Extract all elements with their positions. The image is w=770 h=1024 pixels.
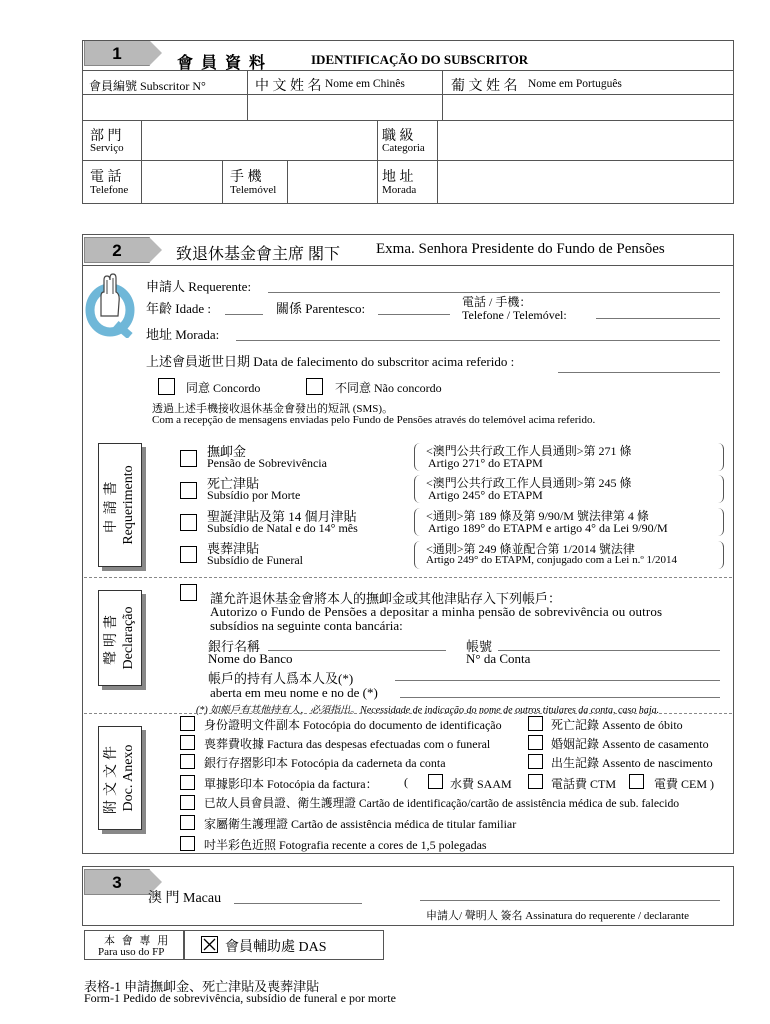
subsidio-funeral-law-zh: <通則>第 249 條並配合第 1/2014 號法律 (426, 542, 635, 556)
pensao-label-zh: 撫卹金 (207, 444, 247, 459)
nao-concordo-checkbox[interactable] (306, 378, 323, 395)
declaracao-text-pt-1: Autorizo o Fundo de Pensões a depositar a minha pensão de sobrevivência ou outros (210, 604, 663, 619)
card-family-label: 家屬衛生護理證 Cartão de assistência médica de titular familiar (204, 817, 517, 831)
id-doc-label: 身份證明文件副本 Fotocópia do documento de identificação (204, 718, 502, 732)
footnote-text: (*) 如帳戶有其他持有人，必須指出。Necessidade de indicação do nome de outros titulares da conta, caso haja. (196, 705, 660, 716)
category-label-pt: Categoria (382, 142, 425, 154)
office-use-pt: Para uso do FP (98, 946, 165, 958)
subsidio-natal-label-pt: Subsídio de Natal e do 14° mês (207, 521, 358, 535)
invoice-paren-open: ( (404, 775, 408, 789)
subsidio-natal-label-zh: 聖誕津貼及第 14 個月津貼 (207, 509, 357, 524)
requerimento-side-pt: Requerimento (121, 465, 136, 545)
marriage-record-checkbox[interactable] (528, 735, 543, 750)
death-record-label: 死亡記錄 Assento de óbito (551, 718, 683, 732)
declaracao-checkbox[interactable] (180, 584, 197, 601)
portuguese-name-label: 葡 文 姓 名 (451, 79, 518, 94)
section-2-title-zh: 致退休基金會主席 閣下 (176, 246, 341, 263)
subsidio-natal-checkbox[interactable] (180, 514, 197, 531)
requerente-label: 申請人 Requerente: (146, 279, 252, 294)
funeral-expenses-label: 喪葬費收據 Factura das despesas efectuadas com o funeral (204, 737, 491, 751)
declaracao-side-pt: Declaração (121, 606, 136, 670)
sms-text-pt: Com a recepção de mensagens enviadas pelo Fundo de Pensões através do telemóvel acima referido. (152, 414, 596, 426)
address-label-pt: Morada (382, 184, 417, 196)
department-label: 部 門 (90, 129, 122, 144)
pensao-label-pt: Pensão de Sobrevivência (207, 456, 327, 470)
water-bill-checkbox[interactable] (428, 774, 443, 789)
subsidio-funeral-label-zh: 喪葬津貼 (207, 541, 260, 556)
pensao-checkbox[interactable] (180, 450, 197, 467)
bank-book-checkbox[interactable] (180, 754, 195, 769)
signature-label: 申請人/ 聲明人 簽名 Assinatura do requerente / declarante (426, 910, 690, 922)
phone-bill-checkbox[interactable] (528, 774, 543, 789)
phone-label-pt: Telefone (90, 184, 129, 196)
card-deceased-checkbox[interactable] (180, 795, 195, 810)
bank-book-label: 銀行存摺影印本 Fotocópia da caderneta da conta (204, 756, 446, 770)
section-1-badge: 1 (84, 40, 150, 66)
subsidio-natal-law-zh: <通則>第 189 條及第 9/90/M 號法律第 4 條 (426, 509, 649, 523)
subsidio-funeral-law-pt: Artigo 249° do ETAPM, conjugado com a Lei n.º 1/2014 (426, 554, 678, 566)
birth-record-label: 出生記錄 Assento de nascimento (551, 756, 713, 770)
footer-title-zh: 表格-1 申請撫卹金、死亡津貼及喪葬津貼 (84, 979, 320, 994)
section-1-title-pt: IDENTIFICAÇÃO DO SUBSCRITOR (311, 52, 529, 67)
subsidio-morte-law-pt: Artigo 245° do ETAPM (428, 488, 543, 502)
nao-concordo-label: 不同意 Não concordo (335, 381, 442, 395)
card-family-checkbox[interactable] (180, 815, 195, 830)
invoice-checkbox[interactable] (180, 775, 195, 790)
subsidio-natal-law-pt: Artigo 189° do ETAPM e artigo 4° da Lei 9/90/M (428, 521, 668, 535)
mobile-label-pt: Telemóvel (230, 184, 277, 196)
subsidio-funeral-label-pt: Subsídio de Funeral (207, 553, 303, 567)
category-label: 職 級 (382, 129, 414, 144)
phone-label: 電 話 (90, 170, 122, 185)
chinese-name-label-pt: Nome em Chinês (325, 78, 405, 90)
holder-label-zh: 帳戶的持有人爲本人及(*) (208, 671, 354, 686)
subsidio-morte-label-pt: Subsídio por Morte (207, 488, 301, 502)
birth-record-checkbox[interactable] (528, 754, 543, 769)
death-record-checkbox[interactable] (528, 716, 543, 731)
address-label: 地 址 (382, 170, 414, 185)
section-2-badge: 2 (84, 237, 150, 263)
telefone-label-pt: Telefone / Telemóvel: (462, 308, 567, 322)
declaracao-text-pt-2: subsídios na seguinte conta bancária: (210, 618, 403, 633)
subscriber-number-label: 會員編號 Subscritor N° (89, 79, 206, 93)
concordo-label: 同意 Concordo (186, 381, 261, 395)
phone-bill-label: 電話費 CTM (551, 777, 617, 791)
section-3-badge: 3 (84, 869, 150, 895)
checked-x-icon (202, 937, 217, 952)
das-checkbox[interactable] (201, 936, 218, 953)
subsidio-funeral-checkbox[interactable] (180, 546, 197, 563)
morada-label: 地址 Morada: (146, 327, 220, 342)
id-doc-checkbox[interactable] (180, 716, 195, 731)
electricity-bill-checkbox[interactable] (629, 774, 644, 789)
funeral-expenses-checkbox[interactable] (180, 735, 195, 750)
parentesco-label: 關係 Parentesco: (276, 301, 366, 316)
idade-label: 年齡 Idade : (146, 301, 211, 316)
declaracao-side-box (98, 590, 142, 686)
telefone-label-zh: 電話 / 手機： (462, 295, 532, 309)
macau-label: 澳 門 Macau (148, 891, 222, 906)
invoice-label: 單據影印本 Fotocópia da factura： (204, 777, 378, 791)
requerimento-side-zh: 申請書 (104, 476, 119, 534)
department-label-pt: Serviço (90, 142, 124, 154)
account-label-pt: N° da Conta (466, 651, 531, 666)
footer-title-pt: Form-1 Pedido de sobrevivência, subsídio de funeral e por morte (84, 991, 396, 1005)
annex-side-box (98, 726, 142, 830)
card-deceased-label: 已故人員會員證、衛生護理證 Cartão de identificação/cartão de assistência médica de sub. falecido (204, 797, 680, 810)
chinese-name-label: 中 文 姓 名 (255, 79, 322, 94)
subsidio-morte-label-zh: 死亡津貼 (207, 476, 260, 491)
pensao-law-zh: <澳門公共行政工作人員通則>第 271 條 (426, 444, 632, 458)
subsidio-morte-law-zh: <澳門公共行政工作人員通則>第 245 條 (426, 476, 632, 490)
sms-text-zh: 透過上述手機接收退休基金會發出的短訊 (SMS)。 (152, 403, 394, 415)
electricity-bill-label: 電費 CEM ) (654, 777, 715, 791)
portuguese-name-label-pt: Nome em Português (528, 78, 622, 90)
question-hand-icon (84, 272, 136, 338)
photo-label: 吋半彩色近照 Fotografia recente a cores de 1,5 polegadas (204, 838, 487, 852)
annex-side-pt: Doc. Anexo (121, 744, 136, 812)
declaracao-text-zh: 謹允許退休基金會將本人的撫卹金或其他津貼存入下列帳戶： (210, 591, 562, 606)
das-label: 會員輔助處 DAS (225, 940, 327, 955)
section-1-title-zh: 會 員 資 料 (177, 55, 268, 72)
requerimento-side-box (98, 443, 142, 567)
bank-name-label-pt: Nome do Banco (208, 651, 293, 666)
holder-label-pt: aberta em meu nome e no de (*) (210, 685, 378, 700)
photo-checkbox[interactable] (180, 836, 195, 851)
subsidio-morte-checkbox[interactable] (180, 482, 197, 499)
mobile-label: 手 機 (230, 170, 262, 185)
office-use-zh: 本 會 專 用 (104, 935, 171, 947)
water-bill-label: 水費 SAAM (450, 777, 512, 791)
pensao-law-pt: Artigo 271° do ETAPM (428, 456, 543, 470)
annex-side-zh: 附文文件 (104, 742, 119, 814)
account-label-zh: 帳號 (466, 639, 493, 654)
bank-name-label-zh: 銀行名稱 (208, 639, 261, 654)
marriage-record-label: 婚姻記錄 Assento de casamento (551, 737, 709, 751)
falecimento-label: 上述會員逝世日期 Data de falecimento do subscritor acima referido : (146, 354, 515, 369)
concordo-checkbox[interactable] (158, 378, 175, 395)
section-2-title-pt: Exma. Senhora Presidente do Fundo de Pensões (376, 241, 665, 257)
declaracao-side-zh: 聲明書 (104, 611, 119, 666)
